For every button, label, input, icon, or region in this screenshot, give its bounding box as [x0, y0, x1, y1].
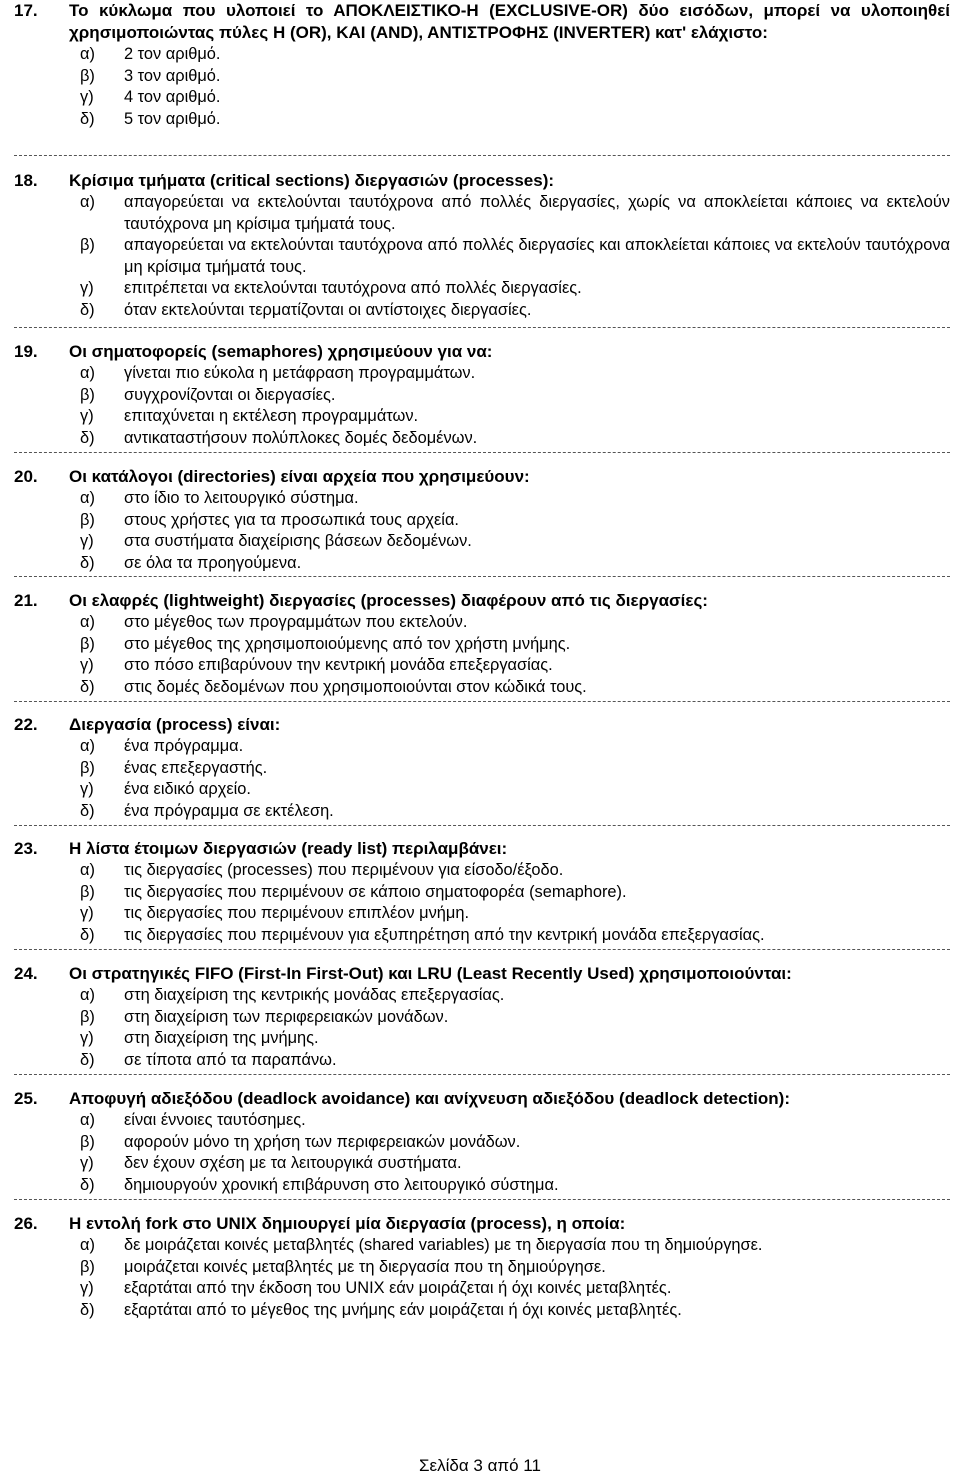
- answer-option: [14, 531, 950, 553]
- option-text: σε τίποτα από τα παραπάνω.: [124, 1050, 337, 1069]
- option-letter: γ): [80, 532, 94, 551]
- option-text: στο ίδιο το λειτουργικό σύστημα.: [124, 489, 359, 507]
- option-text: επιτρέπεται να εκτελούνται ταυτόχρονα από πολλές διεργασίες.: [124, 279, 582, 298]
- answer-option: [14, 860, 950, 882]
- answer-option: [14, 612, 950, 634]
- question-text: Αποφυγή αδιεξόδου (deadlock avoidance) και ανίχνευση αδιεξόδου (deadlock detection):: [69, 1089, 790, 1108]
- answer-option: [14, 634, 950, 656]
- option-letter: α): [80, 1111, 95, 1129]
- answer-option: [14, 1257, 950, 1279]
- answer-option: [14, 406, 950, 428]
- option-text: αντικαταστήσουν πολύπλοκες δομές δεδομένων.: [124, 428, 478, 447]
- option-letter: δ): [80, 428, 95, 447]
- answer-option: [14, 300, 950, 322]
- answer-option: [14, 1028, 950, 1050]
- question-number: 21.: [14, 591, 38, 610]
- question-text: Η λίστα έτοιμων διεργασιών (ready list) περιλαμβάνει:: [69, 839, 508, 858]
- answer-option: [14, 66, 950, 88]
- question-number: 22.: [14, 715, 38, 734]
- dashed-divider: [14, 576, 950, 577]
- option-text: στο μέγεθος των προγραμμάτων που εκτελούν.: [124, 613, 468, 631]
- option-letter: α): [80, 489, 95, 507]
- option-letter: δ): [80, 801, 95, 820]
- option-text: στους χρήστες για τα προσωπικά τους αρχεία.: [124, 510, 459, 529]
- answer-option: [14, 985, 950, 1007]
- answer-option: [14, 109, 950, 131]
- answer-option: [14, 1300, 950, 1322]
- option-text: τις διεργασίες που περιμένουν σε κάποιο σηματοφορέα (semaphore).: [124, 882, 627, 901]
- option-text: ένα ειδικό αρχείο.: [124, 780, 251, 799]
- question-block: [14, 1088, 950, 1196]
- option-text: στη διαχείριση της κεντρικής μονάδας επεξεργασίας.: [124, 986, 505, 1004]
- question-text: Οι σηματοφορείς (semaphores) χρησιμεύουν για να:: [69, 342, 493, 361]
- option-text: ένα πρόγραμμα.: [124, 737, 244, 755]
- answer-option: [14, 553, 950, 575]
- option-letter: β): [80, 510, 95, 529]
- question-text: Η εντολή fork στο UNIX δημιουργεί μία διεργασία (process), η οποία:: [69, 1214, 626, 1233]
- option-letter: α): [80, 613, 95, 631]
- option-text: στις δομές δεδομένων που χρησιμοποιούνται στον κώδικά τους.: [124, 677, 587, 696]
- question-heading: [14, 341, 950, 363]
- question-number: 24.: [14, 964, 38, 983]
- option-letter: α): [80, 193, 95, 211]
- question-block: [14, 466, 950, 574]
- answer-option: [14, 1153, 950, 1175]
- dashed-divider: [14, 1199, 950, 1200]
- option-letter: γ): [80, 1029, 94, 1048]
- option-text: απαγορεύεται να εκτελούνται ταυτόχρονα από πολλές διεργασίες και αποκλείεται κάποιες να εκτελούν ταυτόχρονα μη κρίσιμα τμήματά τους.: [124, 236, 950, 276]
- question-heading: [14, 1088, 950, 1110]
- option-letter: δ): [80, 1050, 95, 1069]
- option-letter: α): [80, 45, 95, 63]
- answer-option: [14, 677, 950, 699]
- dashed-divider: [14, 452, 950, 453]
- answer-option: [14, 488, 950, 510]
- answer-option: [14, 510, 950, 532]
- question-heading: [14, 1213, 950, 1235]
- option-letter: δ): [80, 553, 95, 572]
- option-letter: β): [80, 1257, 95, 1276]
- option-text: δημιουργούν χρονική επιβάρυνση στο λειτουργικό σύστημα.: [124, 1175, 559, 1194]
- answer-option: [14, 1007, 950, 1029]
- option-text: στα συστήματα διαχείρισης βάσεων δεδομένων.: [124, 532, 472, 551]
- option-text: εξαρτάται από το μέγεθος της μνήμης εάν μοιράζεται ή όχι κοινές μεταβλητές.: [124, 1300, 682, 1319]
- option-letter: α): [80, 861, 95, 879]
- answer-option: [14, 736, 950, 758]
- option-letter: β): [80, 1132, 95, 1151]
- question-heading: [14, 466, 950, 488]
- option-letter: γ): [80, 279, 94, 298]
- option-letter: α): [80, 986, 95, 1004]
- page-footer: Σελίδα 3 από 11: [419, 1456, 541, 1475]
- option-letter: δ): [80, 1300, 95, 1319]
- answer-option: [14, 655, 950, 677]
- option-letter: β): [80, 66, 95, 85]
- question-text: Οι κατάλογοι (directories) είναι αρχεία που χρησιμεύουν:: [69, 467, 530, 486]
- answer-option: [14, 385, 950, 407]
- dashed-divider: [14, 825, 950, 826]
- option-text: 5 τον αριθμό.: [124, 109, 221, 128]
- question-number: 23.: [14, 839, 38, 858]
- option-text: στο πόσο επιβαρύνουν την κεντρική μονάδα επεξεργασίας.: [124, 656, 553, 675]
- option-text: απαγορεύεται να εκτελούνται ταυτόχρονα από πολλές διεργασίες, χωρίς να αποκλείεται κάποιες να εκτελούν ταυτόχρονα μη κρίσιμα τμήματά τους.: [124, 193, 950, 233]
- answer-option: [14, 925, 950, 947]
- question-number: 20.: [14, 467, 38, 486]
- option-letter: γ): [80, 1154, 94, 1173]
- question-block: [14, 341, 950, 449]
- option-text: συγχρονίζονται οι διεργασίες.: [124, 385, 336, 404]
- option-letter: δ): [80, 925, 95, 944]
- option-letter: β): [80, 882, 95, 901]
- question-heading: [14, 714, 950, 736]
- option-text: όταν εκτελούνται τερματίζονται οι αντίστοιχες διεργασίες.: [124, 300, 532, 319]
- question-heading: [14, 590, 950, 612]
- question-heading: [14, 170, 950, 192]
- question-block: [14, 170, 950, 322]
- answer-option: [14, 882, 950, 904]
- question-block: [14, 1213, 950, 1321]
- option-text: στο μέγεθος της χρησιμοποιούμενης από τον χρήστη μνήμης.: [124, 634, 571, 653]
- option-letter: γ): [80, 656, 94, 675]
- question-text: Οι ελαφρές (lightweight) διεργασίες (processes) διαφέρουν από τις διεργασίες:: [69, 591, 708, 610]
- answer-option: [14, 87, 950, 109]
- answer-option: [14, 1235, 950, 1257]
- question-text: Το κύκλωμα που υλοποιεί το ΑΠΟΚΛΕΙΣΤΙΚΟ-Η (EXCLUSIVE-OR) δύο εισόδων, μπορεί να υλοποιηθεί χρησιμοποιώντας πύλες Η (OR), ΚΑΙ (AND), ΑΝΤΙΣΤΡΟΦΗΣ (INVERTER) κατ' ελάχιστο:: [69, 1, 950, 42]
- question-number: 26.: [14, 1214, 38, 1233]
- answer-option: [14, 1278, 950, 1300]
- answer-option: [14, 278, 950, 300]
- option-letter: β): [80, 236, 95, 255]
- question-text: Κρίσιμα τμήματα (critical sections) διεργασιών (processes):: [69, 171, 555, 190]
- answer-option: [14, 44, 950, 66]
- dashed-divider: [14, 1074, 950, 1075]
- dashed-divider: [14, 327, 950, 328]
- answer-option: [14, 1175, 950, 1197]
- option-letter: α): [80, 1236, 95, 1254]
- option-text: σε όλα τα προηγούμενα.: [124, 553, 302, 572]
- option-letter: γ): [80, 780, 94, 799]
- option-text: στη διαχείριση της μνήμης.: [124, 1029, 319, 1048]
- option-letter: β): [80, 758, 95, 777]
- option-text: 3 τον αριθμό.: [124, 66, 221, 85]
- option-letter: δ): [80, 1175, 95, 1194]
- option-text: τις διεργασίες που περιμένουν για εξυπηρέτηση από την κεντρική μονάδα επεξεργασίας.: [124, 925, 765, 944]
- option-text: αφορούν μόνο τη χρήση των περιφερειακών μονάδων.: [124, 1132, 521, 1151]
- option-text: 2 τον αριθμό.: [124, 45, 221, 63]
- question-block: [14, 590, 950, 698]
- answer-option: [14, 903, 950, 925]
- answer-option: [14, 1132, 950, 1154]
- option-letter: β): [80, 1007, 95, 1026]
- answer-option: [14, 428, 950, 450]
- answer-option: [14, 192, 950, 235]
- answer-option: [14, 235, 950, 278]
- question-block: [14, 838, 950, 946]
- dashed-divider: [14, 949, 950, 950]
- answer-option: [14, 758, 950, 780]
- option-text: ένα πρόγραμμα σε εκτέλεση.: [124, 801, 334, 820]
- question-text: Διεργασία (process) είναι:: [69, 715, 281, 734]
- dashed-divider: [14, 155, 950, 156]
- option-letter: δ): [80, 300, 95, 319]
- option-letter: γ): [80, 1279, 94, 1298]
- question-heading: [14, 963, 950, 985]
- question-block: [14, 714, 950, 822]
- answer-option: [14, 1110, 950, 1132]
- option-text: τις διεργασίες (processes) που περιμένουν για είσοδο/έξοδο.: [124, 861, 564, 879]
- question-heading: [14, 838, 950, 860]
- option-letter: β): [80, 634, 95, 653]
- answer-option: [14, 779, 950, 801]
- question-number: 25.: [14, 1089, 38, 1108]
- question-number: 19.: [14, 342, 38, 361]
- option-text: ένας επεξεργαστής.: [124, 758, 268, 777]
- option-letter: β): [80, 385, 95, 404]
- option-text: δεν έχουν σχέση με τα λειτουργικά συστήματα.: [124, 1154, 462, 1173]
- question-number: 18.: [14, 171, 38, 190]
- option-letter: δ): [80, 677, 95, 696]
- option-text: στη διαχείριση των περιφερειακών μονάδων.: [124, 1007, 449, 1026]
- answer-option: [14, 1050, 950, 1072]
- option-text: μοιράζεται κοινές μεταβλητές με τη διεργασία που τη δημιούργησε.: [124, 1257, 606, 1276]
- question-block: [14, 0, 950, 130]
- answer-option: [14, 363, 950, 385]
- option-text: είναι έννοιες ταυτόσημες.: [124, 1111, 306, 1129]
- option-letter: γ): [80, 904, 94, 923]
- question-heading: [14, 0, 950, 44]
- option-text: εξαρτάται από την έκδοση του UNIX εάν μοιράζεται ή όχι κοινές μεταβλητές.: [124, 1279, 672, 1298]
- option-letter: α): [80, 737, 95, 755]
- option-text: γίνεται πιο εύκολα η μετάφραση προγραμμάτων.: [124, 364, 476, 382]
- option-letter: α): [80, 364, 95, 382]
- question-text: Οι στρατηγικές FIFO (First-In First-Out) και LRU (Least Recently Used) χρησιμοποιούνται:: [69, 964, 792, 983]
- question-block: [14, 963, 950, 1071]
- option-text: τις διεργασίες που περιμένουν επιπλέον μνήμη.: [124, 904, 470, 923]
- dashed-divider: [14, 701, 950, 702]
- question-number: 17.: [14, 1, 38, 20]
- option-text: 4 τον αριθμό.: [124, 88, 221, 107]
- answer-option: [14, 801, 950, 823]
- option-letter: γ): [80, 88, 94, 107]
- option-text: επιταχύνεται η εκτέλεση προγραμμάτων.: [124, 407, 419, 426]
- option-letter: δ): [80, 109, 95, 128]
- option-text: δε μοιράζεται κοινές μεταβλητές (shared variables) με τη διεργασία που τη δημιούργησε.: [124, 1236, 763, 1254]
- option-letter: γ): [80, 407, 94, 426]
